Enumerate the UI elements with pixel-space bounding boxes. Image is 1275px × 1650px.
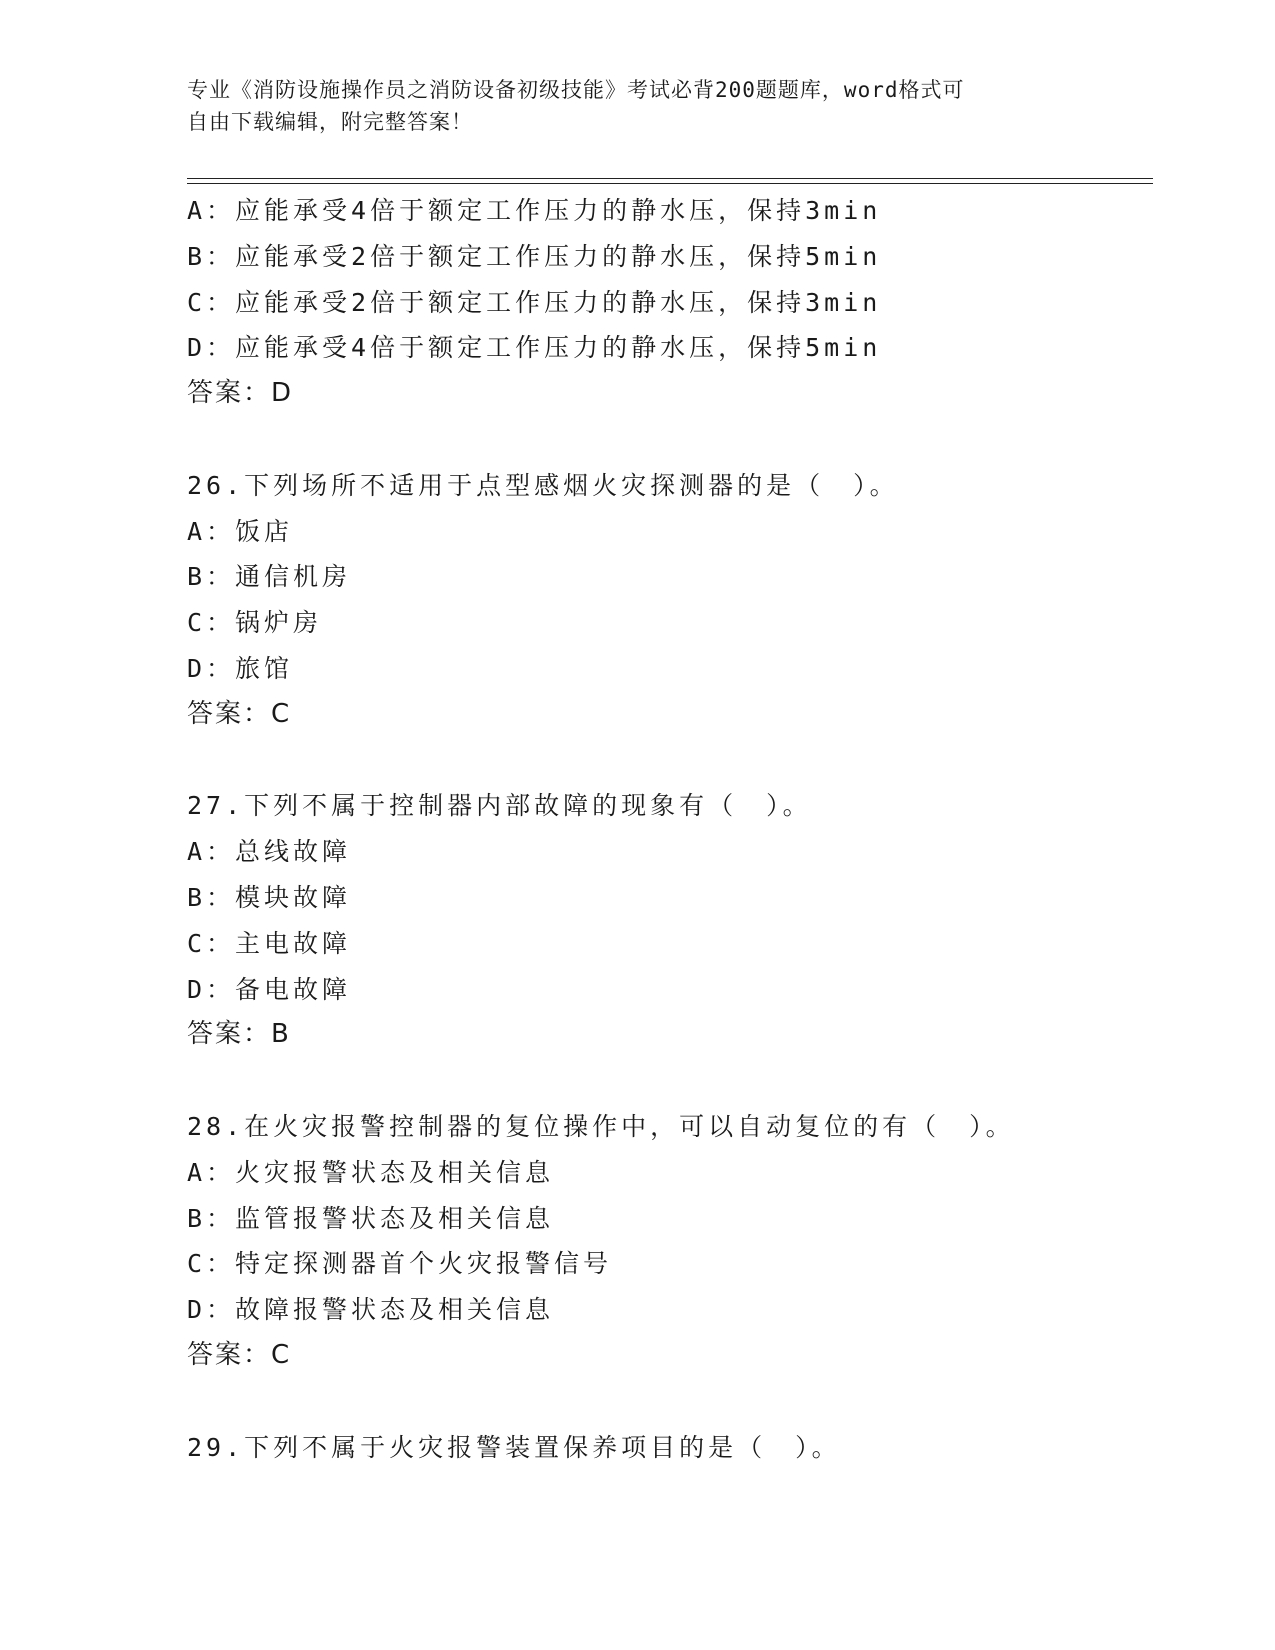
header-divider-top bbox=[187, 178, 1153, 179]
option-d: D：备电故障 bbox=[187, 974, 352, 1004]
option-c: C：锅炉房 bbox=[187, 608, 323, 638]
option-c: C：特定探测器首个火灾报警信号 bbox=[187, 1249, 613, 1279]
question-block-25 bbox=[187, 188, 1153, 417]
header-divider-bottom bbox=[187, 183, 1153, 184]
question-text: 27.下列不属于控制器内部故障的现象有（ ）。 bbox=[187, 791, 812, 821]
header-line-1: 专业《消防设施操作员之消防设备初级技能》考试必背200题题库，word格式可 bbox=[187, 78, 965, 102]
option-a: A：总线故障 bbox=[187, 837, 352, 867]
question-block-26 bbox=[187, 463, 1153, 738]
question-text: 28.在火灾报警控制器的复位操作中，可以自动复位的有（ ）。 bbox=[187, 1111, 1015, 1141]
answer: 答案：B bbox=[187, 1019, 291, 1050]
question-text: 26.下列场所不适用于点型感烟火灾探测器的是（ ）。 bbox=[187, 470, 899, 500]
answer: 答案：C bbox=[187, 1339, 292, 1370]
option-b: B：通信机房 bbox=[187, 562, 352, 592]
option-c: C：应能承受2倍于额定工作压力的静水压，保持3min bbox=[187, 287, 882, 317]
header-line-2: 自由下载编辑，附完整答案！ bbox=[187, 110, 473, 134]
answer: 答案：C bbox=[187, 698, 292, 729]
option-b: B：模块故障 bbox=[187, 882, 352, 912]
option-b: B：应能承受2倍于额定工作压力的静水压，保持5min bbox=[187, 241, 882, 271]
option-d: D：故障报警状态及相关信息 bbox=[187, 1295, 555, 1325]
spacer bbox=[187, 417, 1153, 463]
option-b: B：监管报警状态及相关信息 bbox=[187, 1203, 555, 1233]
document-header bbox=[187, 74, 1067, 138]
question-block-27 bbox=[187, 783, 1153, 1058]
option-d: D：旅馆 bbox=[187, 653, 294, 683]
question-list bbox=[187, 188, 1153, 1470]
question-text: 29.下列不属于火灾报警装置保养项目的是（ ）。 bbox=[187, 1432, 841, 1462]
spacer bbox=[187, 738, 1153, 784]
option-a: A：应能承受4倍于额定工作压力的静水压，保持3min bbox=[187, 196, 882, 225]
question-block-28 bbox=[187, 1104, 1153, 1379]
option-d: D：应能承受4倍于额定工作压力的静水压，保持5min bbox=[187, 333, 882, 363]
question-block-29 bbox=[187, 1425, 1153, 1471]
answer: 答案：D bbox=[187, 378, 294, 409]
option-a: A：火灾报警状态及相关信息 bbox=[187, 1157, 555, 1187]
spacer bbox=[187, 1058, 1153, 1104]
spacer bbox=[187, 1379, 1153, 1425]
option-c: C：主电故障 bbox=[187, 928, 352, 958]
option-a: A：饭店 bbox=[187, 516, 294, 546]
